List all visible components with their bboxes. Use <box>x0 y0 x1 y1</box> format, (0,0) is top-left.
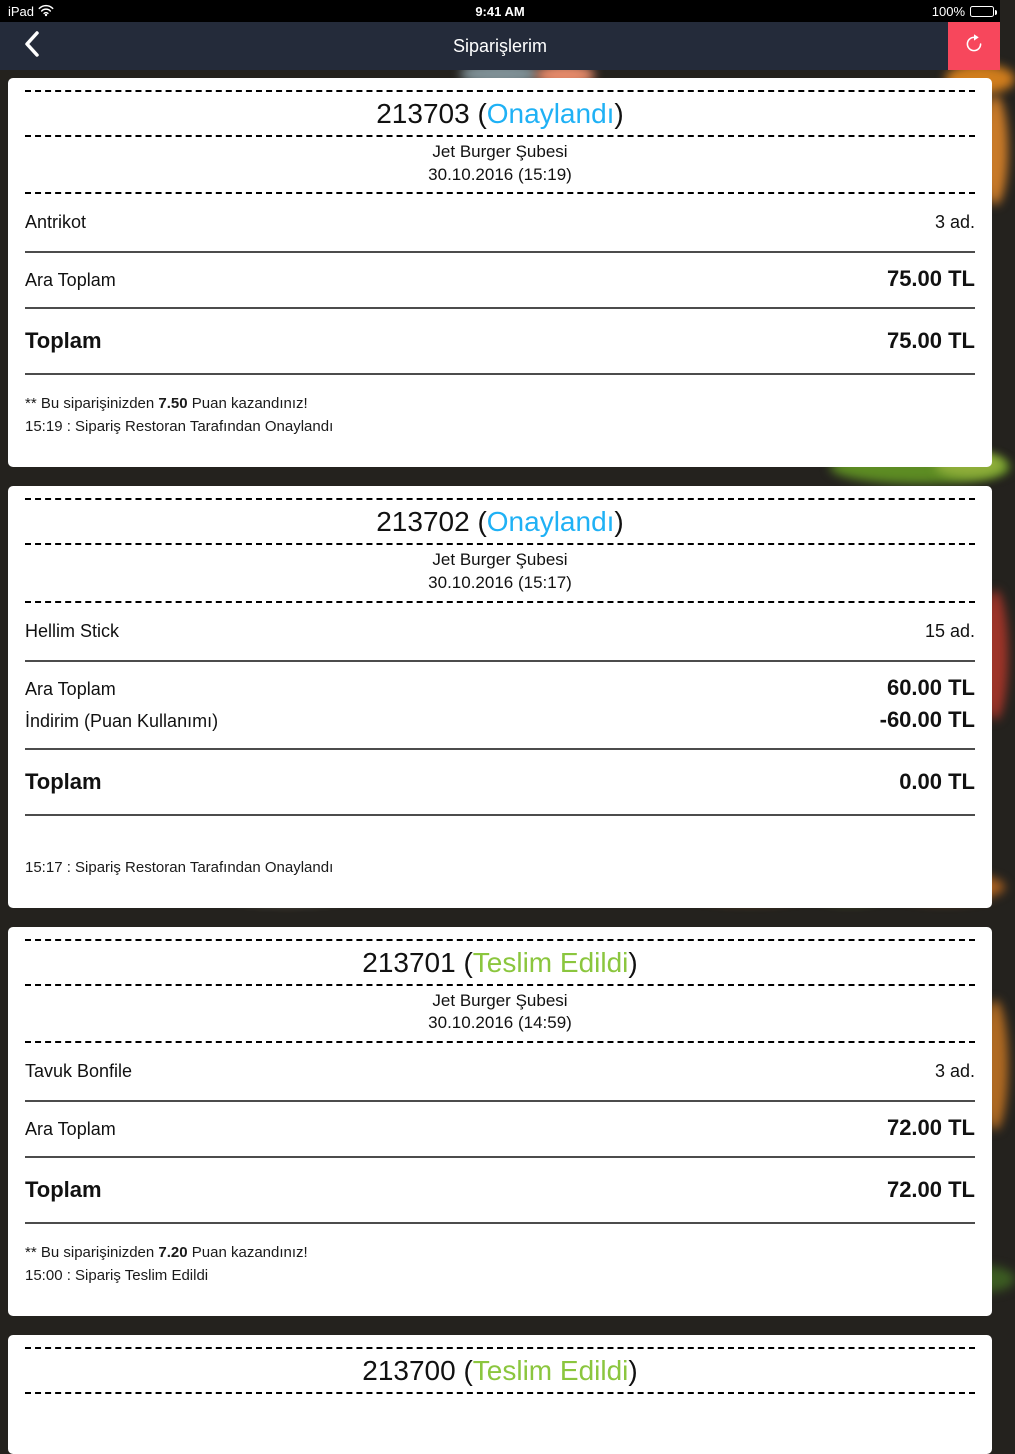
grand-total-row <box>25 309 975 373</box>
nav-bar <box>0 22 1000 70</box>
order-item-row <box>25 603 975 660</box>
close-paren: ) <box>614 98 624 129</box>
order-datetime: 30.10.2016 (15:19) <box>428 164 572 184</box>
note-line <box>25 857 975 878</box>
note-text: 15:17 : Sipariş Restoran Tarafından Onaylandı <box>25 858 334 876</box>
chevron-left-icon <box>22 29 42 64</box>
note-text: 15:19 : Sipariş Restoran Tarafından Onaylandı <box>25 418 334 436</box>
status-bar-left <box>8 4 54 19</box>
open-paren: ( <box>477 506 487 538</box>
order-datetime: 30.10.2016 (15:17) <box>428 573 572 592</box>
item-qty: 3 ad. <box>934 212 975 233</box>
refresh-button[interactable] <box>948 22 1000 70</box>
order-subheader <box>25 545 975 601</box>
grand-total-row <box>25 1158 975 1222</box>
order-status: Onaylandı <box>486 506 615 538</box>
battery-icon <box>970 6 994 17</box>
order-item-row <box>25 194 975 251</box>
note-text: ** Bu siparişinizden <box>25 1244 159 1262</box>
branch-name: Jet Burger Şubesi <box>432 141 568 161</box>
subtotals-block <box>25 1102 975 1156</box>
subtotal-row <box>25 263 975 295</box>
order-title-line <box>25 941 975 984</box>
subtotal-value: 72.00 TL <box>886 1115 975 1141</box>
order-card[interactable] <box>8 486 992 907</box>
open-paren: ( <box>463 946 473 978</box>
subtotal-value: 75.00 TL <box>886 266 975 292</box>
close-paren: ) <box>628 1355 638 1387</box>
grand-total-row <box>25 750 975 814</box>
note-line <box>25 416 975 437</box>
order-id: 213703 <box>376 98 470 129</box>
open-paren: ( <box>477 98 487 129</box>
item-name: Hellim Stick <box>25 620 120 641</box>
refresh-icon <box>963 33 985 60</box>
grand-total-label: Toplam <box>25 328 102 354</box>
subtotal-label: Ara Toplam <box>25 1119 116 1140</box>
order-notes <box>25 375 975 437</box>
order-card[interactable] <box>8 78 992 467</box>
order-title-line <box>25 1349 975 1392</box>
note-line <box>25 393 975 414</box>
item-qty: 3 ad. <box>934 1061 975 1082</box>
order-title-line <box>25 500 975 543</box>
note-text: Puan kazandınız! <box>187 395 308 413</box>
note-text: ** Bu siparişinizden <box>25 395 159 413</box>
item-qty: 15 ad. <box>924 620 975 641</box>
order-id: 213702 <box>376 506 470 538</box>
note-text: Puan kazandınız! <box>187 1244 308 1262</box>
order-subheader <box>25 986 975 1042</box>
subtotals-block <box>25 253 975 307</box>
note-points-value: 7.20 <box>158 1244 188 1262</box>
branch-name: Jet Burger Şubesi <box>432 550 568 570</box>
open-paren: ( <box>463 1355 473 1387</box>
order-subheader <box>25 137 975 193</box>
subtotal-row <box>25 1112 975 1144</box>
order-id: 213700 <box>362 1355 456 1387</box>
order-status: Teslim Edildi <box>472 1355 629 1387</box>
wifi-icon <box>38 4 54 19</box>
subtotal-label: İndirim (Puan Kullanımı) <box>25 710 219 731</box>
orders-list <box>0 70 1000 1454</box>
subtotal-row <box>25 672 975 704</box>
battery-percent-label: 100% <box>931 3 965 19</box>
branch-name: Jet Burger Şubesi <box>432 990 568 1010</box>
subtotal-label: Ara Toplam <box>25 270 116 291</box>
subtotal-row <box>25 704 975 736</box>
item-name: Antrikot <box>25 212 87 233</box>
note-points-value: 7.50 <box>158 395 188 413</box>
back-button[interactable] <box>10 22 54 70</box>
subtotal-label: Ara Toplam <box>25 678 116 699</box>
order-status: Teslim Edildi <box>472 946 629 978</box>
order-status: Onaylandı <box>486 98 615 129</box>
item-name: Tavuk Bonfile <box>25 1061 133 1082</box>
grand-total-value: 75.00 TL <box>886 328 975 354</box>
note-text: 15:00 : Sipariş Teslim Edildi <box>25 1267 209 1285</box>
status-bar-right <box>932 4 994 19</box>
order-notes <box>25 1224 975 1286</box>
subtotal-value: -60.00 TL <box>879 706 975 732</box>
order-title-line <box>25 92 975 135</box>
grand-total-value: 0.00 TL <box>899 768 975 794</box>
order-datetime: 30.10.2016 (14:59) <box>428 1013 572 1033</box>
grand-total-label: Toplam <box>25 768 102 794</box>
close-paren: ) <box>628 946 638 978</box>
note-line <box>25 1242 975 1263</box>
order-item-row <box>25 1043 975 1100</box>
order-card[interactable] <box>8 1335 992 1454</box>
grand-total-value: 72.00 TL <box>886 1177 975 1203</box>
order-card[interactable] <box>8 927 992 1316</box>
carrier-label: iPad <box>8 3 35 19</box>
order-id: 213701 <box>362 946 456 978</box>
divider-dashed <box>25 1392 975 1394</box>
status-bar <box>0 0 1000 22</box>
note-line <box>25 1265 975 1286</box>
status-bar-time: 9:41 AM <box>475 3 525 19</box>
order-notes <box>25 816 975 878</box>
page-title: Siparişlerim <box>452 35 548 56</box>
subtotal-value: 60.00 TL <box>886 674 975 700</box>
close-paren: ) <box>614 506 624 538</box>
subtotals-block <box>25 662 975 748</box>
note-line <box>25 834 975 855</box>
grand-total-label: Toplam <box>25 1177 102 1203</box>
